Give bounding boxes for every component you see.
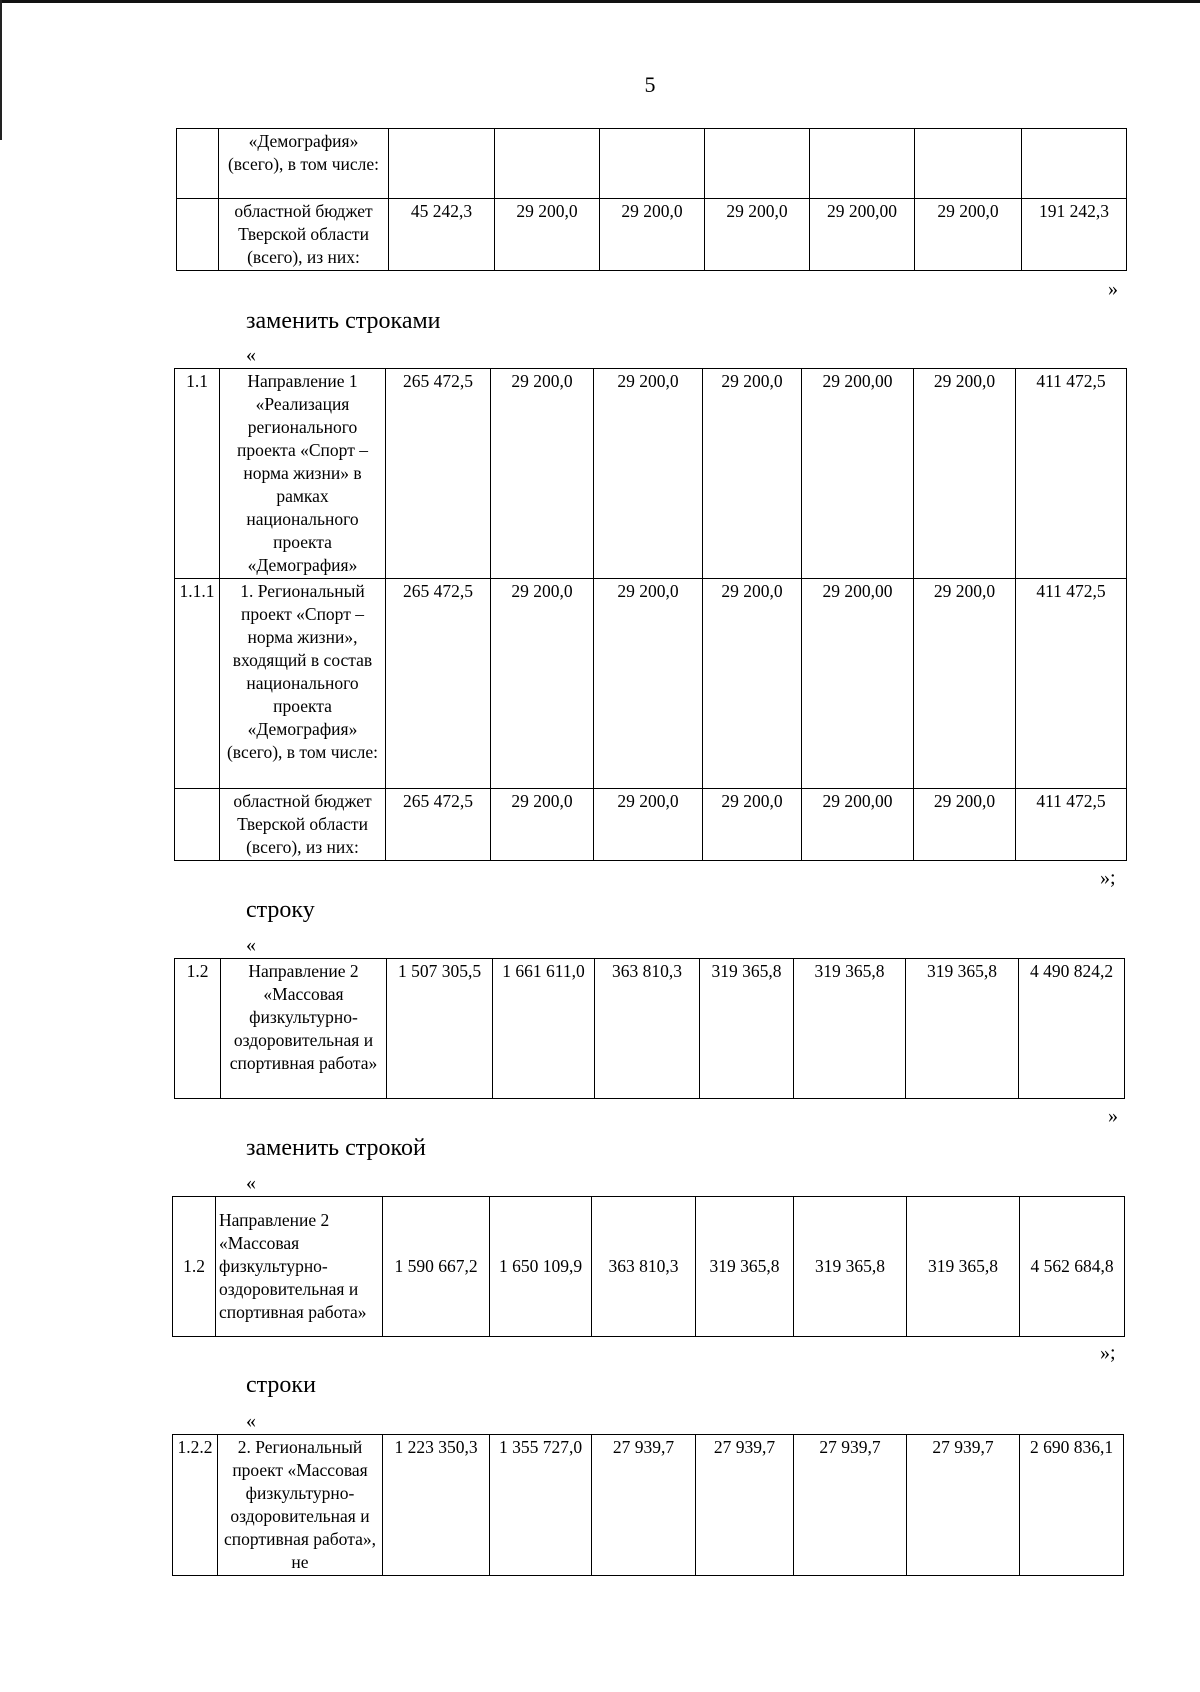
year-value-cell: 319 365,8	[696, 1197, 794, 1337]
year-value-cell: 29 200,0	[491, 579, 594, 789]
table-row	[175, 369, 1127, 579]
year-value-cell: 319 365,8	[906, 959, 1019, 1099]
instruction-rows: строки	[246, 1372, 316, 1398]
year-value-cell	[915, 129, 1022, 199]
row-number-cell: 1.1	[175, 369, 220, 579]
total-value-cell: 4 490 824,2	[1019, 959, 1125, 1099]
table-row	[173, 1435, 1124, 1576]
year-value-cell	[705, 129, 810, 199]
total-value-cell: 411 472,5	[1016, 579, 1127, 789]
year-value-cell: 319 365,8	[700, 959, 794, 1099]
row-number-cell: 1.2	[175, 959, 221, 1099]
year-value-cell: 265 472,5	[386, 369, 491, 579]
year-value-cell: 29 200,0	[594, 369, 703, 579]
row-name-cell: областной бюджет Тверской области (всего), из них:	[220, 789, 386, 861]
year-value-cell: 29 200,00	[802, 369, 914, 579]
year-value-cell: 265 472,5	[386, 579, 491, 789]
year-value-cell: 1 590 667,2	[383, 1197, 490, 1337]
year-value-cell	[600, 129, 705, 199]
year-value-cell: 29 200,00	[802, 579, 914, 789]
total-value-cell: 411 472,5	[1016, 789, 1127, 861]
row-number-cell: 1.2	[173, 1197, 216, 1337]
year-value-cell: 29 200,0	[914, 579, 1016, 789]
closing-quote-semicolon: »;	[1100, 867, 1116, 889]
year-value-cell: 1 650 109,9	[490, 1197, 592, 1337]
closing-quote: »	[1108, 278, 1118, 300]
year-value-cell: 1 507 305,5	[387, 959, 493, 1099]
row-number-cell: 1.1.1	[175, 579, 220, 789]
year-value-cell: 29 200,0	[914, 789, 1016, 861]
instruction-row: строку	[246, 897, 315, 923]
year-value-cell: 27 939,7	[907, 1435, 1020, 1576]
year-value-cell: 363 810,3	[592, 1197, 696, 1337]
row-number-cell	[175, 789, 220, 861]
opening-quote: «	[246, 934, 256, 956]
opening-quote: «	[246, 1172, 256, 1194]
year-value-cell: 1 223 350,3	[383, 1435, 490, 1576]
year-value-cell: 29 200,0	[491, 789, 594, 861]
row-number-cell	[177, 199, 219, 271]
instruction-replace-row: заменить строкой	[246, 1135, 426, 1161]
year-value-cell	[810, 129, 915, 199]
year-value-cell: 27 939,7	[696, 1435, 794, 1576]
row-name-cell: Направление 2 «Массовая физкультурно-оздоровительная и спортивная работа»	[221, 959, 387, 1099]
year-value-cell: 29 200,0	[491, 369, 594, 579]
year-value-cell: 29 200,00	[810, 199, 915, 271]
total-value-cell: 191 242,3	[1022, 199, 1127, 271]
budget-table-body	[173, 1197, 1125, 1337]
opening-quote: «	[246, 1410, 256, 1432]
year-value-cell: 319 365,8	[794, 959, 906, 1099]
row-number-cell: 1.2.2	[173, 1435, 218, 1576]
row-name-cell: Направление 1 «Реализация регионального проекта «Спорт – норма жизни» в рамках национального проекта «Демография»	[220, 369, 386, 579]
table-row	[175, 959, 1125, 1099]
row-number-cell	[177, 129, 219, 199]
year-value-cell: 27 939,7	[794, 1435, 907, 1576]
year-value-cell: 29 200,0	[703, 369, 802, 579]
row-name-cell: 1. Региональный проект «Спорт – норма жизни», входящий в состав национального проекта «Демография» (всего), в том числе:	[220, 579, 386, 789]
year-value-cell: 1 661 611,0	[493, 959, 595, 1099]
year-value-cell: 29 200,0	[600, 199, 705, 271]
row-name-cell: областной бюджет Тверской области (всего), из них:	[219, 199, 389, 271]
budget-table-body	[177, 129, 1127, 271]
page-number: 5	[644, 72, 656, 97]
total-value-cell: 2 690 836,1	[1020, 1435, 1124, 1576]
scan-edge-left	[0, 0, 2, 140]
total-value-cell: 411 472,5	[1016, 369, 1127, 579]
year-value-cell: 29 200,0	[594, 579, 703, 789]
scan-edge-top	[0, 0, 1200, 3]
year-value-cell: 29 200,0	[914, 369, 1016, 579]
table-row	[177, 199, 1127, 271]
budget-table-body	[175, 959, 1125, 1099]
total-value-cell: 4 562 684,8	[1020, 1197, 1125, 1337]
year-value-cell: 319 365,8	[794, 1197, 907, 1337]
closing-quote: »	[1108, 1105, 1118, 1127]
year-value-cell: 29 200,0	[495, 199, 600, 271]
year-value-cell: 29 200,0	[594, 789, 703, 861]
table-row	[175, 789, 1127, 861]
year-value-cell: 1 355 727,0	[490, 1435, 592, 1576]
year-value-cell: 29 200,0	[705, 199, 810, 271]
row-name-cell: «Демография» (всего), в том числе:	[219, 129, 389, 199]
year-value-cell: 45 242,3	[389, 199, 495, 271]
budget-table-direction-2-new	[172, 1196, 1125, 1337]
year-value-cell: 29 200,0	[703, 579, 802, 789]
row-name-cell: 2. Региональный проект «Массовая физкультурно-оздоровительная и спортивная работа», не	[218, 1435, 383, 1576]
instruction-replace-rows: заменить строками	[246, 308, 441, 334]
opening-quote: «	[246, 344, 256, 366]
year-value-cell: 27 939,7	[592, 1435, 696, 1576]
row-name-cell: Направление 2 «Массовая физкультурно-оздоровительная и спортивная работа»	[216, 1197, 383, 1337]
year-value-cell: 29 200,0	[915, 199, 1022, 271]
budget-table-body	[173, 1435, 1124, 1576]
year-value-cell: 265 472,5	[386, 789, 491, 861]
year-value-cell: 319 365,8	[907, 1197, 1020, 1337]
table-row	[175, 579, 1127, 789]
budget-table-direction-1	[174, 368, 1127, 861]
total-value-cell	[1022, 129, 1127, 199]
year-value-cell	[495, 129, 600, 199]
table-row	[177, 129, 1127, 199]
budget-table-direction-2-old	[174, 958, 1125, 1099]
closing-quote-semicolon: »;	[1100, 1342, 1116, 1364]
year-value-cell: 363 810,3	[595, 959, 700, 1099]
budget-table-demography	[176, 128, 1127, 271]
budget-table-body	[175, 369, 1127, 861]
year-value-cell: 29 200,0	[703, 789, 802, 861]
budget-table-regional-project-2	[172, 1434, 1124, 1576]
year-value-cell: 29 200,00	[802, 789, 914, 861]
table-row	[173, 1197, 1125, 1337]
year-value-cell	[389, 129, 495, 199]
